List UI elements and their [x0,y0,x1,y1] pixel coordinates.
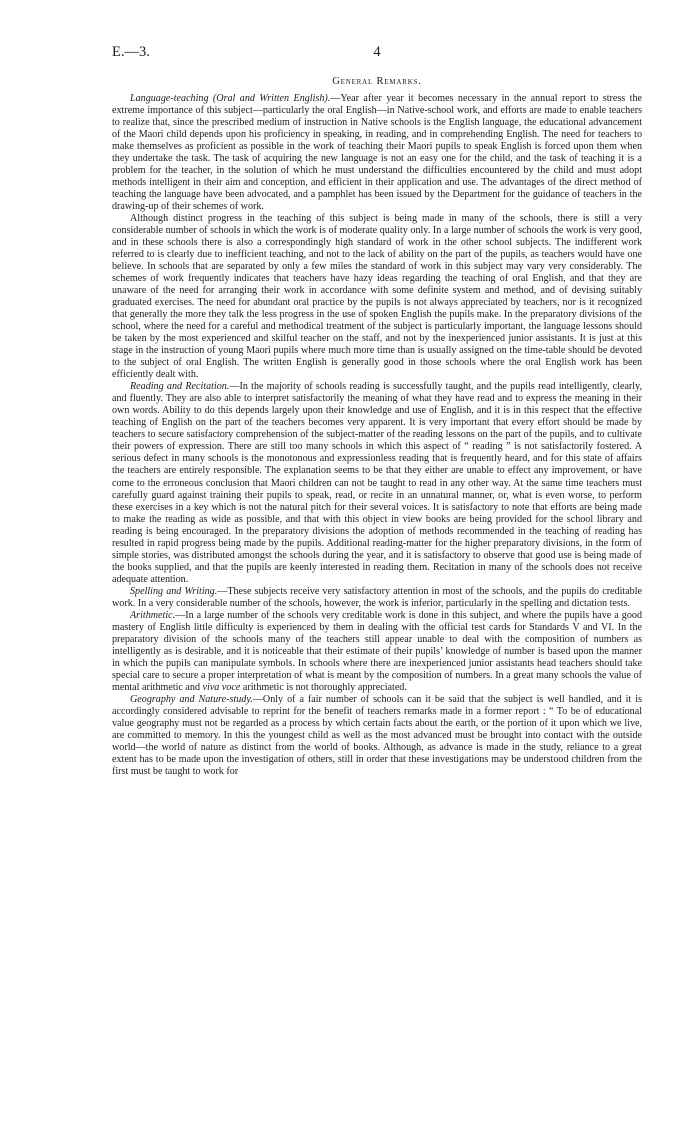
paragraph-progress [112,213,642,381]
paragraph-heading: Reading and Recitation. [130,381,230,393]
paragraph-heading: Language-teaching (Oral and Written English). [130,93,331,104]
body-text [112,93,642,778]
paragraph-text: —Year after year it becomes necessary in the annual report to stress the extreme importance of this subject—particularly the oral English—in Native-school work, and efforts are made to enable teachers to realize that, since the prescribed medium of instruction in Native schools is the English language, the educational advancement of the Maori child depends upon his proficiency in speaking, in reading, and in comprehending English. The need for teachers to make themselves as proficient as possible in the work of teaching their Maori pupils to speak English is forced upon them when they undertake the task. The task of acquiring the new language is not an easy one for the child, and the task of teaching it is a problem for the teacher, in the solution of which he must understand the difficulties encountered by the child and must adopt methods intelligent in their aim and conception, and efficient in their application and use. The advantages of the direct method of teaching the language have been advocated, and a pamphlet has been issued by the Department for the guidance of teachers in the drawing-up of their schemes of work. [112,93,642,213]
paragraph-heading: Spelling and Writing. [130,585,218,597]
paragraph-text: —In a large number of the schools very creditable work is done in this subject, and where the pupils have a good mastery of English little difficulty is experienced by them in dealing with the official test cards for Standards V and VI. In the preparatory division of the schools many of the teachers still appear unable to deal with the composition of numbers as intelligently as is desirable, and it is noticeable that their estimate of their pupils’ knowledge of number is based upon the manner in which the pupils can manipulate symbols. In schools where there are inexperienced junior assistants head teachers should take special care to secure a proper interpretation of what is meant by the composition of numbers. In a great many schools the value of mental arithmetic and [112,609,642,693]
document-reference: E.—3. [112,44,150,60]
paragraph-heading: Geography and Nature-study. [130,693,253,705]
paragraph-text: Although distinct progress in the teaching of this subject is being made in many of the schools, there is still a very considerable number of schools in which the work is of moderate quality only. In a large number of schools the work is very good, and in these schools there is also a correspondingly high standard of work in the other school subjects. The indifferent work referred to is clearly due to inefficient teaching, and not to the lack of ability on the part of the pupils, as teachers would have one believe. In schools that are separated by only a few miles the standard of work in this subject may vary very considerably. The schemes of work frequently indicates that teachers have hazy ideas regarding the teaching of oral English, and that they are unaware of the need for arranging their work in accordance with some definite system and method, and of devising suitably graduated exercises. The need for abundant oral practice by the pupils is not always appreciated by teachers, nor is it recognized that generally the more they talk the less progress in the use of spoken English the pupils make. In the preparatory divisions of the school, where the need for a careful and methodical treatment of the subject is particularly important, the language lessons should be taken by the most experienced and skilful teacher on the staff, and not by the inexperienced junior assistants. It is just at this stage in the instruction of young Maori pupils where much more time than is usually assigned on the time-table should be devoted to the subject of oral English. The written English is generally good in those schools where the oral English work has been efficiently dealt with. [112,213,642,381]
paragraph-language-teaching [112,93,642,213]
paragraph-reading-recitation [112,381,642,585]
paragraph-emphasis: viva voce [202,681,241,693]
paragraph-heading: Arithmetic. [130,609,176,621]
paragraph-geography [112,694,642,778]
section-title: General Remarks. [332,76,422,87]
page-header [112,44,642,64]
paragraph-text: —Only of a fair number of schools can it be said that the subject is well handled, and it is accordingly considered advisable to reprint for the benefit of teachers remarks made in a former report : “ To be of educational value geography must not be regarded as a process by which certain facts about the earth, or the portion of it upon which we live, are committed to memory. In this the youngest child as well as the most advanced must be brought into contact with the outside world—the world of nature as distinct from the world of books. Although, as advance is made in the study, reliance to a great extent has to be made upon the investigation of others, still in order that these investigations may be understood children from the first must be taught to work for [112,693,642,777]
paragraph-arithmetic [112,610,642,694]
paragraph-text-tail: arithmetic is not thoroughly appreciated. [240,681,407,693]
paragraph-text: —These subjects receive very satisfactory attention in most of the schools, and the pupils do creditable work. In a very considerable number of the schools, however, the work is inferior, particularly in the spelling and dictation tests. [112,585,643,609]
paragraph-spelling-writing [112,586,642,610]
page-number: 4 [373,44,381,60]
paragraph-text: —In the majority of schools reading is successfully taught, and the pupils read intelligently, clearly, and fluently. They are also able to interpret satisfactorily the meaning of what they have read and to express the meaning in their own words. Ability to do this depends largely upon their knowledge and use of English, and it is in this respect that the effective teaching of English on the part of the teachers becomes very apparent. It is very important that every effort should be made by teachers to secure satisfactory comprehension of the subject-matter of the reading lessons on the part of the pupils, and to cultivate their powers of expression. There are still too many schools in which this aspect of “ reading ” is not satisfactorily fostered. A serious defect in many schools is the monotonous and expressionless reading that is frequently heard, and for this state of affairs the teachers are entirely responsible. The explanation seems to be that they either are unable to effect any improvement, or have come to the erroneous conclusion that Maori children can not be taught to read in any other way. At the same time teachers must carefully guard against training their pupils to speak, read, or recite in an unnatural manner, or, what is even worse, to perform these exercises in a key which is not the natural pitch for their several voices. It is satisfactory to note that efforts are being made to make the reading as wide as possible, and that with this object in view books are being provided for the school library and reading is being encouraged. In the preparatory divisions the adoption of methods recommended in the teaching of reading has resulted in rapid progress being made by the pupils. Additional reading-matter for the higher preparatory divisions, in the form of simple stories, was distributed amongst the schools during the year, and it is satisfactory to observe that good use is being made of the books supplied, and that the pupils are keenly interested in reading them. Recitation in many of the schools does not receive adequate attention. [112,381,643,585]
